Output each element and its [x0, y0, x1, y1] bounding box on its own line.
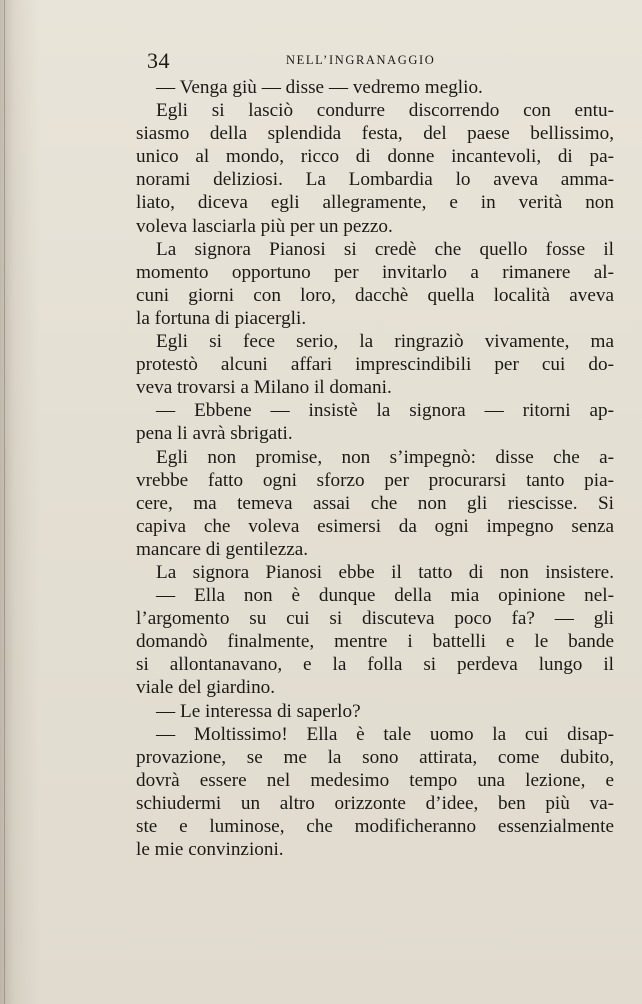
text-line: mancare di gentilezza. [136, 538, 309, 560]
body-text [136, 76, 614, 861]
text-line: voleva lasciarla più per un pezzo. [136, 215, 393, 237]
text-line: le mie convinzioni. [136, 839, 284, 861]
text-line: cere, ma temeva assai che non gli riescisse. Si [136, 492, 614, 514]
text-line: liato, diceva egli allegramente, e in verità non [136, 192, 614, 214]
text-line: l’argomento su cui si discuteva poco fa? — gli [136, 608, 614, 630]
text-line: protestò alcuni affari imprescindibili per cui do- [136, 354, 614, 376]
text-line: — Moltissimo! Ella è tale uomo la cui disap- [156, 723, 614, 745]
text-line: domandò finalmente, mentre i battelli e le bande [136, 631, 614, 653]
text-line: — Venga giù — disse — vedremo meglio. [156, 77, 483, 98]
text-line: unico al mondo, ricco di donne incantevoli, di pa- [136, 146, 614, 168]
text-line: La signora Pianosi si credè che quello fosse il [156, 238, 614, 260]
text-line: si allontanavano, e la folla si perdeva lungo il [136, 654, 614, 676]
text-line: siasmo della splendida festa, del paese bellissimo, [136, 123, 614, 145]
text-line: norami deliziosi. La Lombardia lo aveva amma- [136, 169, 614, 191]
text-line: capiva che voleva esimersi da ogni impegno senza [136, 515, 614, 537]
page-header [0, 44, 642, 76]
text-line: — Le interessa di saperlo? [156, 700, 361, 722]
text-line: Egli non promise, non s’impegnò: disse che a- [156, 446, 614, 468]
text-line: — Ebbene — insistè la signora — ritorni ap- [156, 400, 614, 422]
text-line: provazione, se me la sono attirata, come dubito, [136, 746, 614, 768]
text-line: La signora Pianosi ebbe il tatto di non insistere. [156, 561, 614, 583]
page-number: 34 [147, 48, 170, 73]
running-title: NELL’INGRANAGGIO [286, 53, 436, 67]
text-line: Egli si fece serio, la ringraziò vivamente, ma [156, 331, 614, 353]
text-line: viale del giardino. [136, 677, 276, 699]
text-line: Egli si lasciò condurre discorrendo con entu- [156, 100, 614, 122]
text-line: schiudermi un altro orizzonte d’idee, ben più va- [136, 792, 614, 814]
page-gutter-edge [4, 0, 5, 1004]
text-line: momento opportuno per invitarlo a rimanere al- [136, 261, 614, 283]
text-line: pena li avrà sbrigati. [136, 423, 293, 445]
text-line: vrebbe fatto ogni sforzo per procurarsi tanto pia- [136, 469, 614, 491]
text-line: dovrà essere nel medesimo tempo una lezione, e [136, 769, 614, 791]
text-line: cuni giorni con loro, dacchè quella località aveva [136, 284, 614, 306]
text-line: ste e luminose, che modificheranno essenzialmente [136, 816, 614, 837]
text-line: la fortuna di piacergli. [136, 307, 307, 329]
text-line: — Ella non è dunque della mia opinione nel- [156, 585, 614, 607]
text-line: veva trovarsi a Milano il domani. [136, 377, 392, 399]
